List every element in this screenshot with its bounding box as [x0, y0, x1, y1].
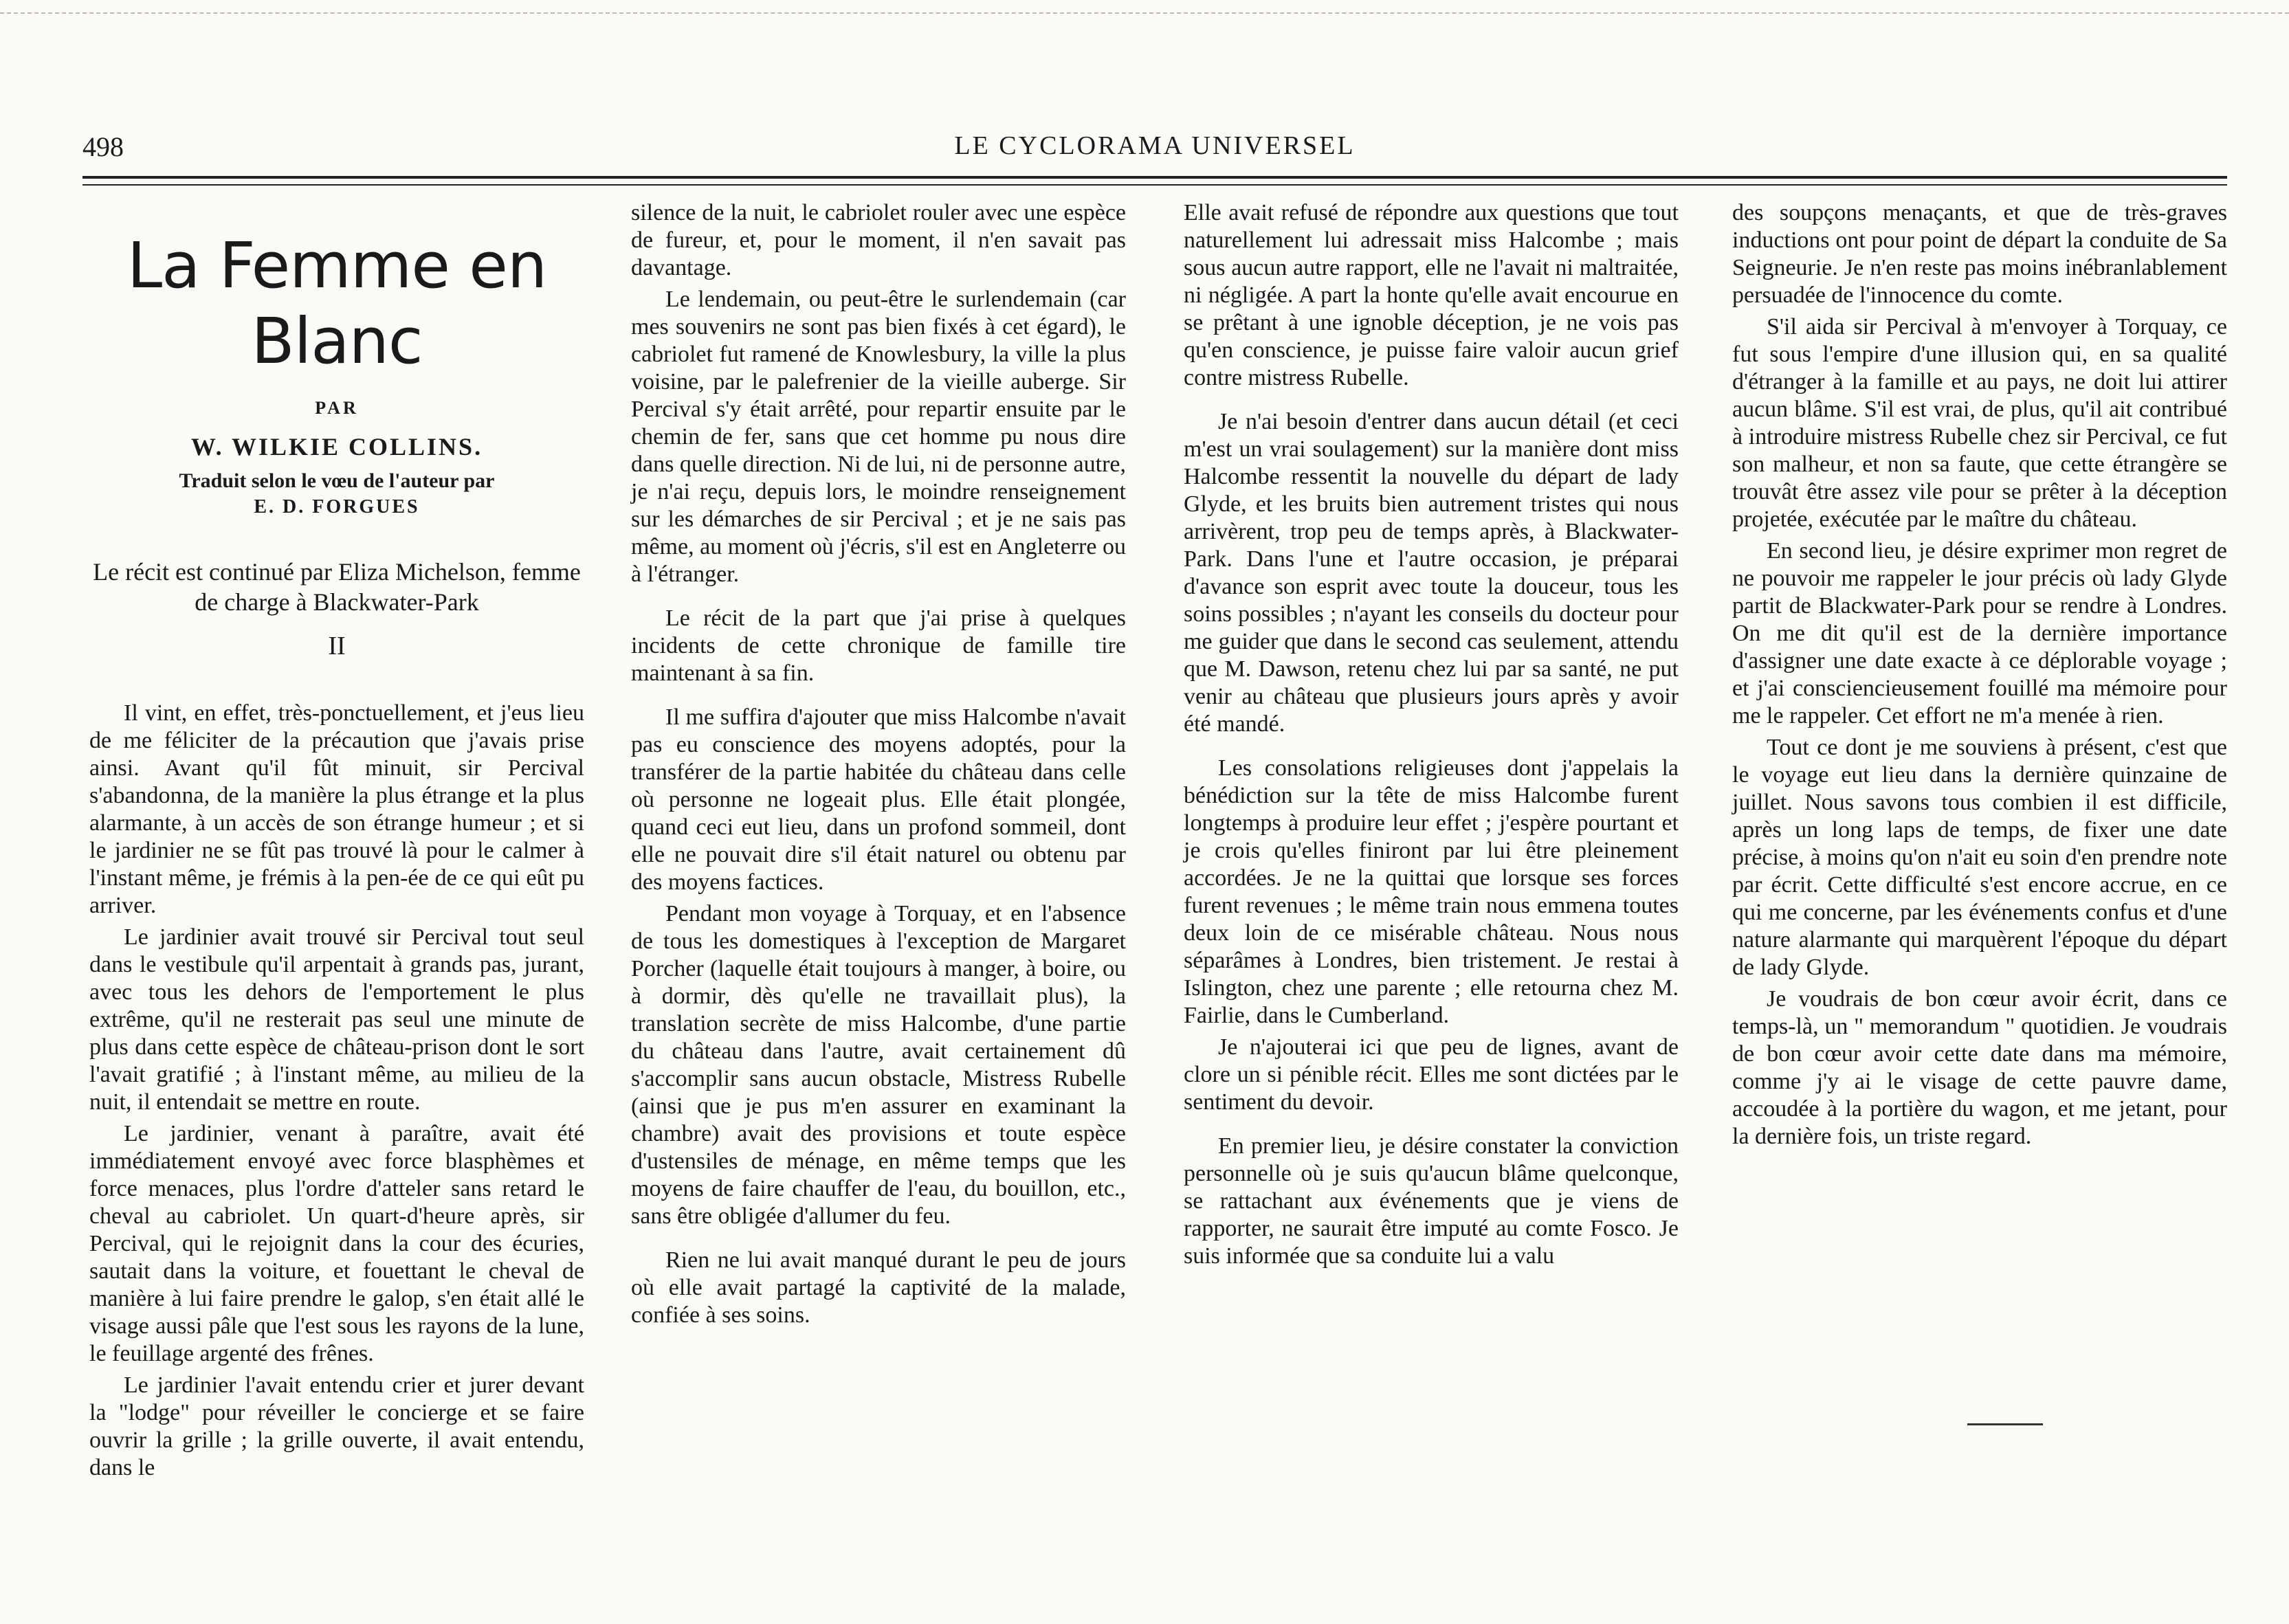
- paragraph: Pendant mon voyage à Torquay, et en l'absence de tous les domestiques à l'exception de Margaret Porcher (laquelle était toujours à manger, à boire, ou à dormir, dès qu'elle ne travaillait plus), la translation secrète de miss Halcombe, d'une partie du château dans l'autre, avait certainement dû s'accomplir sans aucun obstacle, Mistress Rubelle (ainsi que je pus m'en assurer en examinant la chambre) avait des provisions et toute espèce d'ustensiles de ménage, en même temps que les moyens de faire chauffer de l'eau, du bouillon, etc., sans être obligée d'allumer du feu.: [631, 901, 1126, 1229]
- paragraph: S'il aida sir Percival à m'envoyer à Torquay, ce fut sous l'empire d'une illusion qui, en sa qualité d'étranger à la famille et au pays, ne doit lui attirer aucun blâme. S'il est vrai, de plus, qu'il ait contribué à introduire mistress Rubelle chez sir Percival, ce fut son malheur, et non sa faute, que cette étrangère se trouvât être assez vile pour se prêter à la déception projetée, exécutée par le maître du château.: [1732, 314, 2227, 532]
- paragraph: Rien ne lui avait manqué durant le peu de jours où elle avait partagé la captivité de la malade, confiée à ses soins.: [631, 1247, 1126, 1328]
- text-column-4: [1732, 199, 2227, 1150]
- journal-title: LE CYCLORAMA UNIVERSEL: [954, 131, 1356, 160]
- author-name: W. WILKIE COLLINS.: [190, 433, 483, 460]
- byline-par: PAR: [315, 398, 359, 418]
- paragraph: Tout ce dont je me souviens à présent, c'est que le voyage eut lieu dans la dernière quinzaine de juillet. Nous savons tous combien il est difficile, après un long laps de temps, de fixer une date précise, à moins qu'on n'ait eu soin d'en prendre note par écrit. Cette difficulté s'est encore accrue, en ce qui me concerne, par les événements confus et d'une nature alarmante qui marquèrent l'époque du départ de lady Glyde.: [1732, 735, 2227, 980]
- page-number: 498: [82, 131, 124, 162]
- header-rule-thick: [82, 176, 2227, 179]
- page-header: [82, 131, 2227, 172]
- chapter-number: II: [328, 632, 346, 660]
- top-dashed-rule: [0, 12, 2289, 14]
- translator-name: E. D. FORGUES: [254, 496, 420, 518]
- paragraph: Le jardinier, venant à paraître, avait été immédiatement envoyé avec force blasphèmes et force menaces, plus l'ordre d'atteler sans retard le cheval au cabriolet. Un quart-d'heure après, sir Percival, qui le rejoignit dans la cour des écuries, sautait dans la voiture, et fouettant le cheval de manière à lui faire prendre le galop, s'en était allé le visage aussi pâle que l'est sous les rayons de la lune, le feuillage argenté des frênes.: [89, 1121, 584, 1366]
- paragraph: Je voudrais de bon cœur avoir écrit, dans ce temps-là, un " memorandum " quotidien. Je voudrais de bon cœur avoir cette date dans ma mémoire, comme j'y ai le visage de cette pauvre dame, accoudée à la portière du wagon, et me jetant, pour la dernière fois, un triste regard.: [1732, 986, 2227, 1149]
- text-column-3: [1184, 199, 1679, 1270]
- paragraph: silence de la nuit, le cabriolet rouler avec une espèce de fureur, et, pour le moment, il n'en savait pas davantage.: [631, 200, 1126, 280]
- paragraph: Le jardinier avait trouvé sir Percival tout seul dans le vestibule qu'il arpentait à grands pas, jurant, avec tous les dehors de l'emportement le plus extrême, qu'il ne resterait pas seul une minute de plus dans cette espèce de château-prison dont le sort l'avait gratifié ; à l'instant même, au milieu de la nuit, il entendait se mettre en route.: [89, 924, 584, 1115]
- paragraph: Je n'ajouterai ici que peu de lignes, avant de clore un si pénible récit. Elles me sont dictées par le sentiment du devoir.: [1184, 1034, 1679, 1115]
- header-rule-thin: [82, 184, 2227, 186]
- paragraph: Les consolations religieuses dont j'appelais la bénédiction sur la tête de miss Halcombe furent longtemps à produire leur effet ; j'espère pourtant et je crois qu'elles finiront par lui être pleinement accordées. Je ne la quittai que lorsque ses forces furent revenues ; le même train nous emmena toutes deux loin de ce misérable château. Nous nous séparâmes à Londres, bien tristement. Je restai à Islington, chez une parente ; elle retourna chez M. Fairlie, dans le Cumberland.: [1184, 755, 1679, 1028]
- paragraph: Le jardinier l'avait entendu crier et jurer devant la "lodge" pour réveiller le concierge et se faire ouvrir la grille ; la grille ouverte, il avait entendu, dans le: [89, 1372, 584, 1480]
- narrator-intro: Le récit est continué par Eliza Michelson, femme de charge à Blackwater-Park: [93, 558, 581, 616]
- paragraph: Le récit de la part que j'ai prise à quelques incidents de cette chronique de famille tire maintenant à sa fin.: [631, 605, 1126, 686]
- text-column-1: [89, 199, 584, 1482]
- paragraph: En premier lieu, je désire constater la conviction personnelle où je suis qu'aucun blâme quelconque, se rattachant aux événements que je viens de rapporter, ne saurait être imputé au comte Fosco. Je suis informée que sa conduite lui a valu: [1184, 1133, 1679, 1269]
- paragraph: Il vint, en effet, très-ponctuellement, et j'eus lieu de me féliciter de la précaution que j'avais prise ainsi. Avant qu'il fût minuit, sir Percival s'abandonna, de la manière la plus étrange et la plus alarmante, à un accès de son étrange humeur ; et si le jardinier ne se fût pas trouvé là pour le calmer à l'instant même, je frémis à la pen-ée de ce qui eût pu arriver.: [89, 700, 584, 918]
- article-title: La Femme en Blanc: [126, 229, 547, 378]
- paragraph: Elle avait refusé de répondre aux questions que tout naturellement lui adressait miss Halcombe ; mais sous aucun autre rapport, elle ne l'avait ni maltraitée, ni négligée. A part la honte qu'elle avait encourue en se prêtant à une ignoble déception, je ne vois pas qu'en conscience, je puisse faire valoir aucun grief contre mistress Rubelle.: [1184, 200, 1679, 390]
- paragraph: Je n'ai besoin d'entrer dans aucun détail (et ceci m'est un vrai soulagement) sur la manière dont miss Halcombe ressentit la nouvelle du départ de lady Glyde, et les bruits bien autrement tristes qui nous arrivèrent, trop peu de temps après, à Blackwater-Park. Dans l'une et l'autre occasion, je préparai d'avance son esprit avec toute la douceur, tous les soins possibles ; n'ayant les conseils du docteur pour me guider que dans le second cas seulement, attendu que M. Dawson, retenu chez lui par sa santé, ne put venir au château que plusieurs jours après y avoir été mandé.: [1184, 409, 1679, 737]
- paragraph: Il me suffira d'ajouter que miss Halcombe n'avait pas eu conscience des moyens adoptés, pour la transférer de la partie habitée du château dans celle où personne ne logeait plus. Elle était plongée, quand ceci eut lieu, dans un profond sommeil, dont elle ne pouvait dire s'il était naturel ou obtenu par des moyens factices.: [631, 704, 1126, 895]
- paragraph: Le lendemain, ou peut-être le surlendemain (car mes souvenirs ne sont pas bien fixés à cet égard), le cabriolet fut ramené de Knowlesbury, la ville la plus voisine, par le palefrenier de la vieille auberge. Sir Percival s'y était arrêté, pour repartir ensuite par le chemin de fer, sans que cet homme pu nous dire dans quelle direction. Ni de lui, ni de personne autre, je n'ai reçu, depuis lors, le moindre renseignement sur les démarches de sir Percival ; et je ne sais pas même, au moment où j'écris, s'il est en Angleterre ou à l'étranger.: [631, 287, 1126, 587]
- translation-note: Traduit selon le vœu de l'auteur par: [179, 469, 495, 492]
- paragraph: En second lieu, je désire exprimer mon regret de ne pouvoir me rappeler le jour précis où lady Glyde partit de Blackwater-Park pour se rendre à Londres. On me dit qu'il est de la dernière importance d'assigner une date exacte à ce déplorable voyage ; et j'ai consciencieusement fouillé ma mémoire pour me le rappeler. Cet effort ne m'a menée à rien.: [1732, 538, 2227, 728]
- paragraph: des soupçons menaçants, et que de très-graves inductions ont pour point de départ la conduite de Sa Seigneurie. Je n'en reste pas moins inébranlablement persuadée de l'innocence du comte.: [1732, 200, 2227, 308]
- text-column-2: [631, 199, 1126, 1329]
- end-of-article-rule: [1967, 1423, 2043, 1425]
